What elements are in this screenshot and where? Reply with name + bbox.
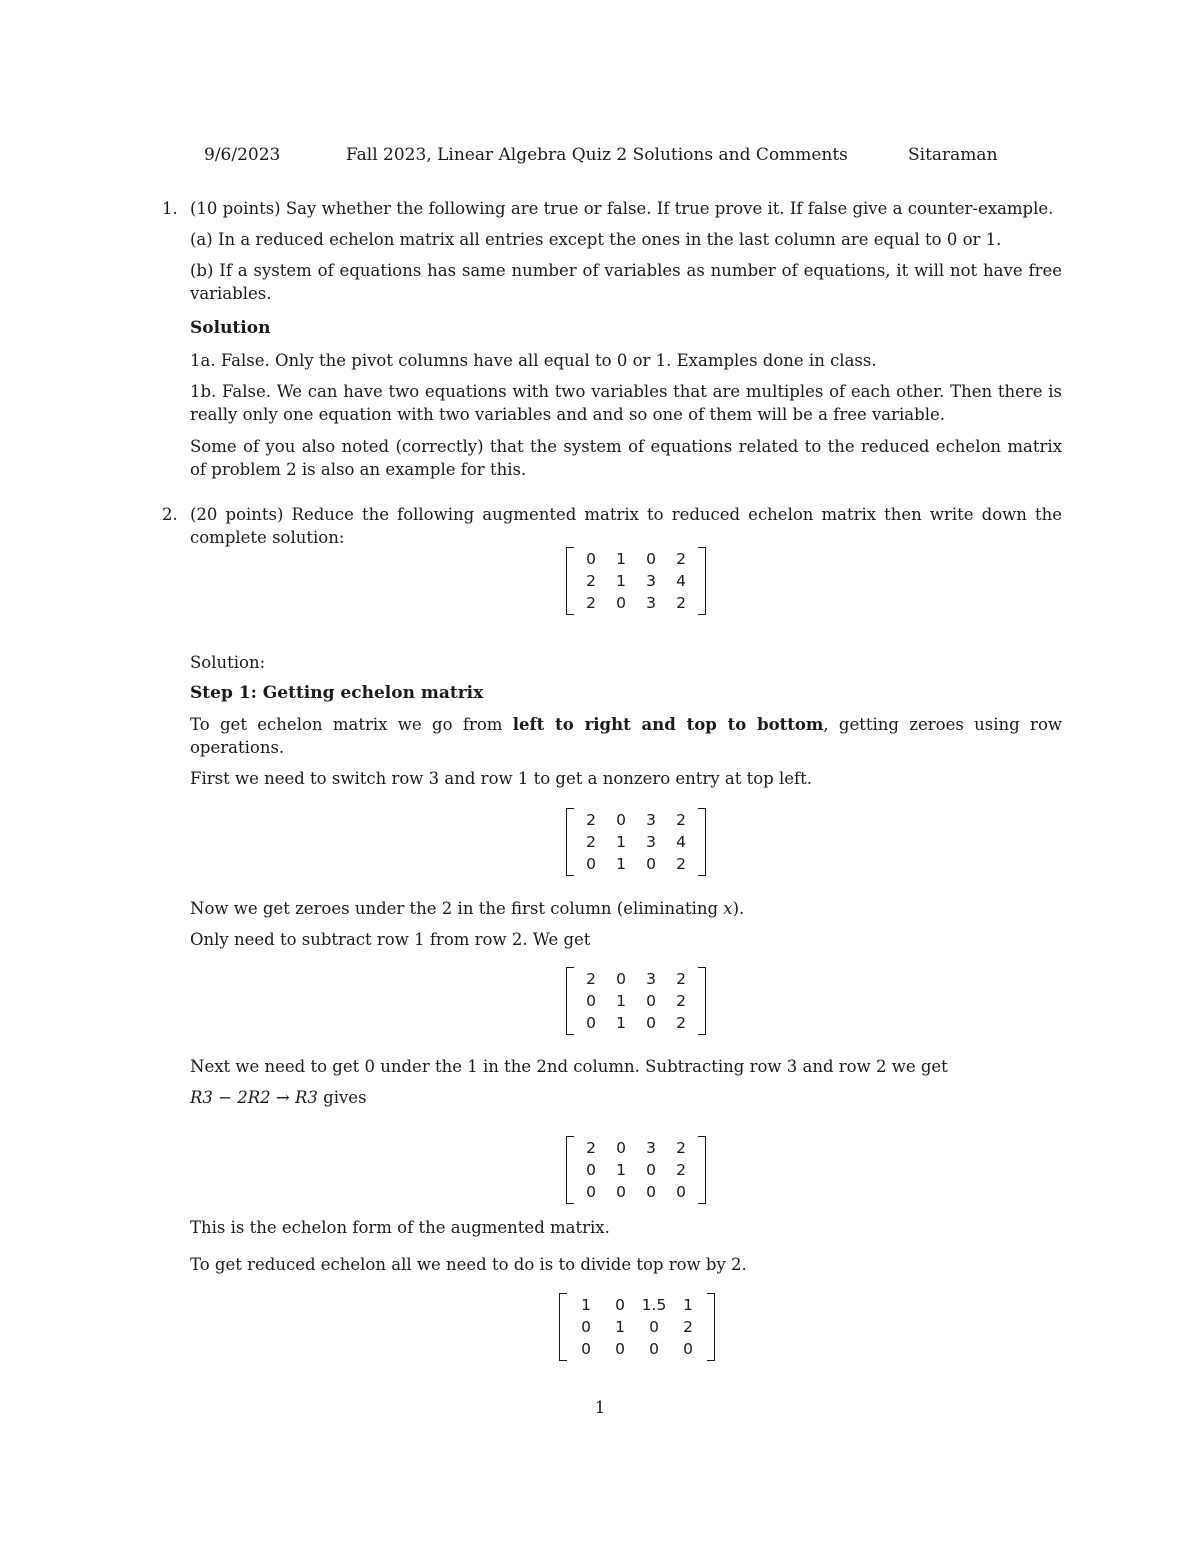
page-number: 1 <box>594 1398 606 1417</box>
matrix-entry: 0 <box>646 1014 656 1032</box>
matrix-entries <box>574 967 698 1035</box>
reduced-echelon-text: To get reduced echelon all we need to do is to divide top row by 2. <box>190 1255 747 1274</box>
matrix-entry: 1 <box>683 1296 693 1314</box>
step-1-text <box>190 713 1062 759</box>
matrix-entry: 2 <box>683 1318 693 1336</box>
matrix-right-bracket <box>707 1293 715 1361</box>
zeroes-text-b: ). <box>732 899 745 918</box>
matrix-original <box>566 547 706 615</box>
matrix-entry: 0 <box>615 1296 625 1314</box>
matrix-entry: 2 <box>676 855 686 873</box>
matrix-entry: 0 <box>616 1139 626 1157</box>
matrix-entry: 0 <box>616 811 626 829</box>
matrix-entry: 3 <box>646 572 656 590</box>
matrix-entry: 0 <box>615 1340 625 1358</box>
matrix-left-bracket <box>566 967 574 1035</box>
matrix-entries <box>567 1293 707 1361</box>
matrix-entries <box>574 547 698 615</box>
matrix-entry: 0 <box>649 1340 659 1358</box>
matrix-entry: 0 <box>586 1014 596 1032</box>
matrix-entry: 0 <box>646 855 656 873</box>
matrix-entry: 1 <box>581 1296 591 1314</box>
matrix-entry: 4 <box>676 833 686 851</box>
matrix-entry: 0 <box>586 992 596 1010</box>
matrix-entry: 0 <box>683 1340 693 1358</box>
matrix-entry: 3 <box>646 833 656 851</box>
page-header <box>0 144 1200 168</box>
matrix-entry: 1 <box>616 992 626 1010</box>
echelon-form-text: This is the echelon form of the augmented matrix. <box>190 1218 610 1237</box>
solution-1b: 1b. False. We can have two equations with two variables that are multiples of each other. Then there is really only one equation with two variables and and so one of them will be a free variable. <box>190 382 1062 424</box>
matrix-entries <box>574 1136 698 1204</box>
matrix-entry: 0 <box>581 1340 591 1358</box>
matrix-entry: 2 <box>586 572 596 590</box>
matrix-entry: 3 <box>646 970 656 988</box>
matrix-left-bracket <box>566 1136 574 1204</box>
zeroes-text-a: Now we get zeroes under the 2 in the first column (eliminating <box>190 899 724 918</box>
matrix-swapped <box>566 808 706 876</box>
zeroes-text <box>190 897 1062 920</box>
matrix-entry: 2 <box>676 550 686 568</box>
zeroes-var: x <box>723 899 733 918</box>
subtract-text: Only need to subtract row 1 from row 2. We get <box>190 930 591 949</box>
matrix-entry: 1 <box>616 1161 626 1179</box>
matrix-entry: 2 <box>586 833 596 851</box>
matrix-entry: 2 <box>676 1139 686 1157</box>
matrix-entry: 0 <box>586 1161 596 1179</box>
question-2-prompt: (20 points) Reduce the following augmented matrix to reduced echelon matrix then write down the complete solution: <box>190 505 1062 547</box>
matrix-entry: 0 <box>581 1318 591 1336</box>
matrix-entry: 2 <box>586 1139 596 1157</box>
solution-heading: Solution <box>190 318 271 338</box>
header-title: Fall 2023, Linear Algebra Quiz 2 Solutions and Comments <box>346 145 848 165</box>
matrix-entry: 1 <box>615 1318 625 1336</box>
matrix-entry: 0 <box>616 1183 626 1201</box>
matrix-right-bracket <box>698 1136 706 1204</box>
question-1b: (b) If a system of equations has same number of variables as number of equations, it will not have free variables. <box>190 261 1062 303</box>
question-2-number: 2. <box>162 505 178 524</box>
matrix-entry: 1 <box>616 550 626 568</box>
solution-note: Some of you also noted (correctly) that the system of equations related to the reduced echelon matrix of problem 2 is also an example for this. <box>190 437 1062 479</box>
question-1-prompt: (10 points) Say whether the following are true or false. If true prove it. If false give a counter-example. <box>190 199 1054 218</box>
matrix-entry: 1 <box>616 833 626 851</box>
matrix-entry: 2 <box>676 970 686 988</box>
matrix-entry: 0 <box>646 1161 656 1179</box>
matrix-entry: 2 <box>676 992 686 1010</box>
matrix-entry: 2 <box>676 594 686 612</box>
matrix-entries <box>574 808 698 876</box>
step-1-heading: Step 1: Getting echelon matrix <box>190 683 484 703</box>
switch-rows-text: First we need to switch row 3 and row 1 to get a nonzero entry at top left. <box>190 769 812 788</box>
matrix-entry: 0 <box>586 855 596 873</box>
matrix-entry: 1.5 <box>641 1296 667 1314</box>
matrix-entry: 1 <box>616 855 626 873</box>
matrix-right-bracket <box>698 808 706 876</box>
matrix-entry: 2 <box>676 1161 686 1179</box>
matrix-entry: 0 <box>676 1183 686 1201</box>
matrix-entry: 3 <box>646 1139 656 1157</box>
matrix-entry: 2 <box>586 970 596 988</box>
matrix-entry: 3 <box>646 594 656 612</box>
matrix-entry: 0 <box>649 1318 659 1336</box>
header-date: 9/6/2023 <box>204 145 281 165</box>
matrix-step-2 <box>566 967 706 1035</box>
matrix-entry: 0 <box>646 550 656 568</box>
matrix-right-bracket <box>698 547 706 615</box>
matrix-entry: 0 <box>586 1183 596 1201</box>
header-author: Sitaraman <box>908 145 998 165</box>
row-operation-gives: gives <box>317 1088 367 1107</box>
step-1-text-a: To get echelon matrix we go from <box>190 715 513 734</box>
matrix-entry: 2 <box>676 1014 686 1032</box>
matrix-entry: 2 <box>676 811 686 829</box>
matrix-entry: 0 <box>616 594 626 612</box>
matrix-entry: 4 <box>676 572 686 590</box>
next-step-text: Next we need to get 0 under the 1 in the 2nd column. Subtracting row 3 and row 2 we get <box>190 1057 948 1076</box>
step-1-text-b: , getting zeroes using row operations. <box>190 715 1063 757</box>
matrix-entry: 0 <box>646 992 656 1010</box>
row-operation <box>190 1086 1062 1109</box>
matrix-right-bracket <box>698 967 706 1035</box>
matrix-entry: 0 <box>616 970 626 988</box>
matrix-left-bracket <box>566 808 574 876</box>
matrix-entry: 1 <box>616 1014 626 1032</box>
row-operation-formula: R3 − 2R2 → R3 <box>190 1088 318 1107</box>
question-1-number: 1. <box>162 199 178 218</box>
matrix-entry: 1 <box>616 572 626 590</box>
matrix-entry: 3 <box>646 811 656 829</box>
question-1a: (a) In a reduced echelon matrix all entries except the ones in the last column are equal to 0 or 1. <box>190 230 1002 249</box>
matrix-left-bracket <box>566 547 574 615</box>
matrix-entry: 2 <box>586 811 596 829</box>
solution-label: Solution: <box>190 653 266 672</box>
solution-1a: 1a. False. Only the pivot columns have all equal to 0 or 1. Examples done in class. <box>190 351 877 370</box>
matrix-echelon <box>566 1136 706 1204</box>
matrix-entry: 0 <box>646 1183 656 1201</box>
matrix-left-bracket <box>559 1293 567 1361</box>
matrix-entry: 0 <box>586 550 596 568</box>
matrix-entry: 2 <box>586 594 596 612</box>
matrix-reduced-echelon <box>559 1293 715 1361</box>
step-1-text-bold: left to right and top to bottom <box>512 715 824 734</box>
